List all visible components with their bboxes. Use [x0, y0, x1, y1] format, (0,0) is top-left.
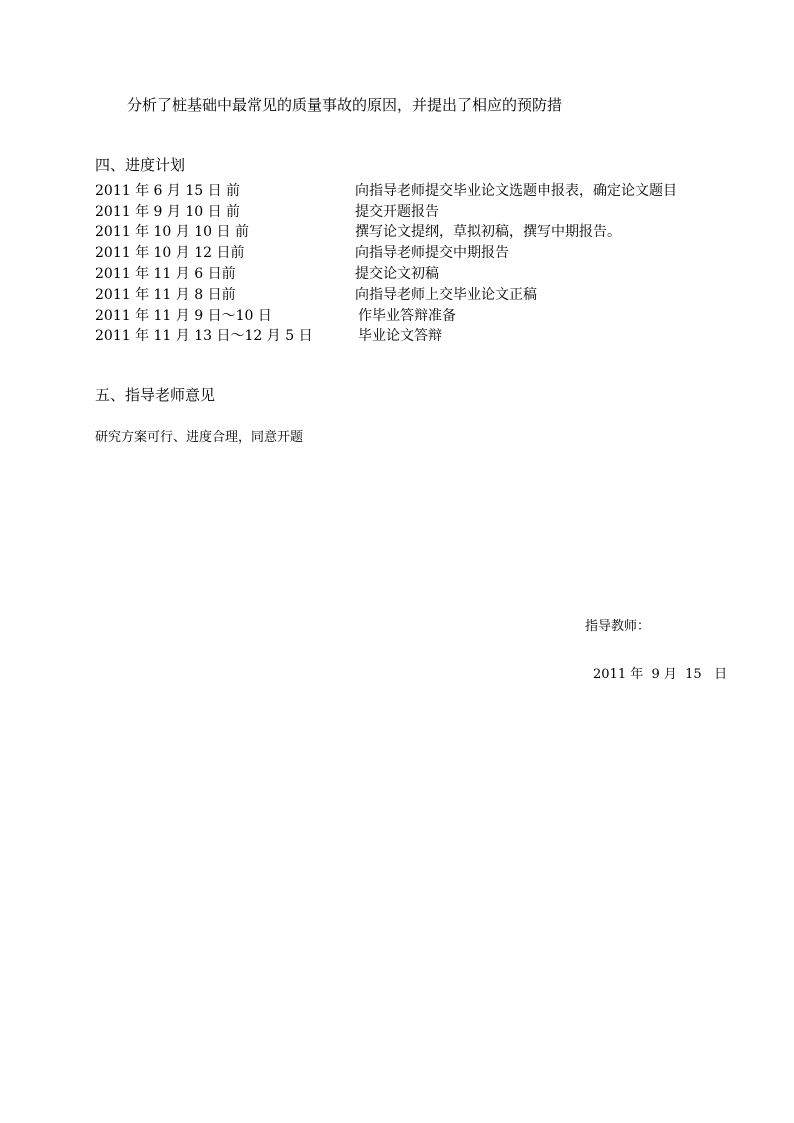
signature-date-text: 2011 年 9 月 15 日 — [593, 667, 728, 682]
schedule-task: 毕业论文答辩 — [358, 328, 442, 344]
schedule-task: 撰写论文提纲，草拟初稿，撰写中期报告。 — [355, 224, 621, 240]
schedule-date: 2011 年 11 月 6 日前 — [95, 266, 236, 282]
schedule-task: 向指导老师提交中期报告 — [355, 245, 509, 261]
schedule-date: 2011 年 11 月 13 日～12 月 5 日 — [95, 328, 313, 344]
section-title-advisor-opinion: 五、指导老师意见 — [95, 386, 216, 404]
schedule-date: 2011 年 11 月 9 日～10 日 — [95, 308, 272, 324]
schedule-row — [0, 221, 794, 241]
schedule-row — [0, 284, 794, 304]
signature-label: 指导教师： — [585, 619, 651, 634]
schedule-task: 向指导老师提交毕业论文选题申报表，确定论文题目 — [355, 183, 677, 199]
schedule-task: 提交论文初稿 — [355, 266, 439, 282]
schedule-row — [0, 305, 794, 325]
schedule-date: 2011 年 10 月 10 日 前 — [95, 224, 249, 240]
schedule-date: 2011 年 6 月 15 日 前 — [95, 183, 241, 199]
advisor-opinion-text: 研究方案可行、进度合理，同意开题 — [95, 430, 304, 445]
schedule-row — [0, 242, 794, 262]
schedule-row — [0, 263, 794, 283]
schedule-date: 2011 年 10 月 12 日前 — [95, 245, 245, 261]
section-title-schedule: 四、进度计划 — [95, 156, 186, 174]
schedule-task: 作毕业答辩准备 — [358, 308, 456, 324]
schedule-task: 向指导老师上交毕业论文正稿 — [355, 287, 537, 303]
schedule-date: 2011 年 9 月 10 日 前 — [95, 204, 241, 220]
signature-date — [593, 668, 727, 681]
schedule-row — [0, 180, 794, 200]
intro-paragraph: 分析了桩基础中最常见的质量事故的原因，并提出了相应的预防措 — [127, 96, 563, 114]
schedule-row — [0, 325, 794, 345]
schedule-date: 2011 年 11 月 8 日前 — [95, 287, 236, 303]
schedule-task: 提交开题报告 — [355, 204, 439, 220]
schedule-row — [0, 201, 794, 221]
